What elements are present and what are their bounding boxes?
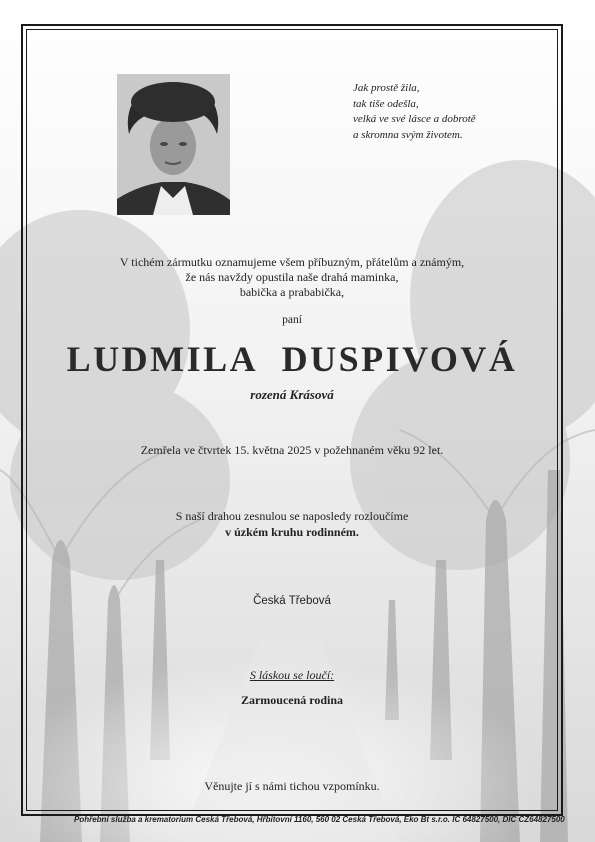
announcement-intro <box>26 255 558 300</box>
poem-line: velká ve své lásce a dobrotě <box>353 113 476 125</box>
intro-line: V tichém zármutku oznamujeme všem příbuzným, přátelům a známým, <box>119 255 465 269</box>
poem-line: tak tiše odešla, <box>353 97 419 110</box>
mourners: Zarmoucená rodina <box>240 693 344 707</box>
deceased-name: LUDMILA DUSPIVOVÁ <box>66 339 518 379</box>
farewell-notice <box>26 508 558 540</box>
intro-line: že nás navždy opustila naše drahá maminka, <box>185 270 399 284</box>
memorial-poem <box>353 81 553 143</box>
maiden-name: rozená Krásová <box>250 387 334 402</box>
farewell-line: S naší drahou zesnulou se naposledy rozloučíme <box>175 509 409 523</box>
funeral-service-footer: Pohřební služba a krematorium Česká Třebová, Hřbitovní 1160, 560 02 Česká Třebová, Eko Bt s.r.o. IČ 64827500, DIČ CZ64827500 <box>74 815 565 824</box>
title-word: paní <box>282 314 302 326</box>
place: Česká Třebová <box>253 595 331 607</box>
poem-line: a skromna svým životem. <box>353 128 463 141</box>
poem-line: Jak prostě žila, <box>353 82 420 94</box>
intro-line: babička a prababička, <box>239 285 345 299</box>
remembrance: Věnujte jí s námi tichou vzpomínku. <box>204 779 380 793</box>
portrait-photo <box>117 74 230 215</box>
death-notice: Zemřela ve čtvrtek 15. května 2025 v požehnaném věku 92 let. <box>140 443 444 457</box>
farewell-line-bold: v úzkém kruhu rodinném. <box>225 525 359 539</box>
mourners-label: S láskou se loučí: <box>249 668 335 682</box>
